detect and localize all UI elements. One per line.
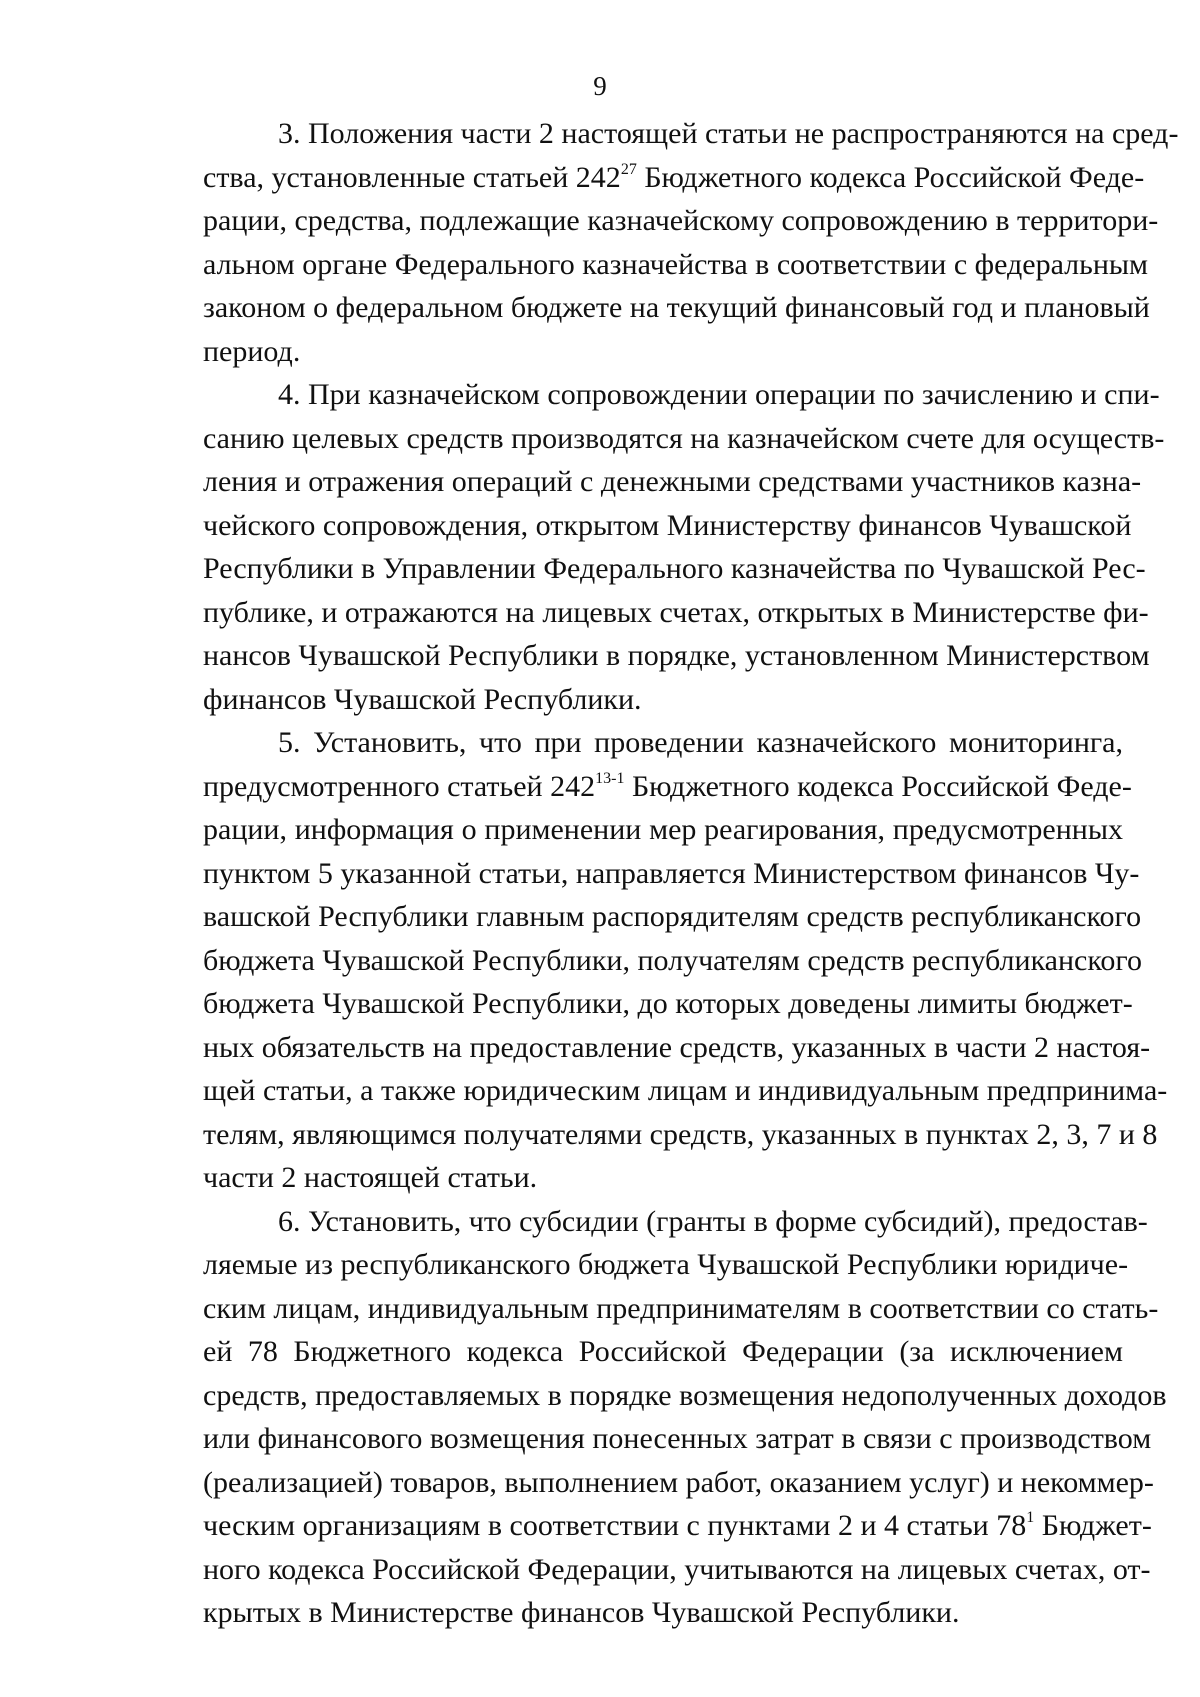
paragraph-4-line-7: нансов Чувашской Республики в порядке, установленном Министерством — [203, 639, 1150, 672]
paragraph-3-line-3: рации, средства, подлежащие казначейскому сопровождению в территори- — [203, 204, 1159, 237]
line-text: предусмотренного статьей 242 — [203, 769, 596, 803]
paragraph-4-line-6: публике, и отражаются на лицевых счетах, открытых в Министерстве фи- — [203, 595, 1149, 629]
paragraph-5-line-9: щей статьи, а также юридическим лицам и индивидуальным предпринима- — [203, 1074, 1168, 1107]
line-text: Бюджетного кодекса Российской Феде- — [624, 769, 1132, 803]
paragraph-5-line-8: ных обязательств на предоставление средств, указанных в части 2 настоя- — [203, 1030, 1151, 1064]
paragraph-6-line-1: 6. Установить, что субсидии (гранты в форме субсидий), предостав- — [278, 1204, 1148, 1238]
paragraph-3-line-6: период. — [203, 334, 301, 368]
paragraph-5-line-10: телям, являющимся получателями средств, указанных в пунктах 2, 3, 7 и 8 — [203, 1117, 1158, 1151]
paragraph-6-line-10: крытых в Министерстве финансов Чувашской Республики. — [203, 1596, 960, 1629]
line-text: ческим организациям в соответствии с пунктами 2 и 4 статьи 78 — [203, 1509, 1027, 1542]
paragraph-3-line-2 — [203, 156, 1145, 200]
paragraph-5-line-7: бюджета Чувашской Республики, до которых доведены лимиты бюджет- — [203, 987, 1133, 1020]
paragraph-4-line-1: 4. При казначейском сопровождении операции по зачислению и спи- — [278, 378, 1160, 411]
paragraph-3-line-5: законом о федеральном бюджете на текущий финансовый год и плановый — [203, 291, 1150, 324]
paragraph-6-line-7: (реализацией) товаров, выполнением работ, оказанием услуг) и некоммер- — [203, 1465, 1154, 1499]
paragraph-5-line-6: бюджета Чувашской Республики, получателям средств республиканского — [203, 943, 1142, 977]
line-text: ства, установленные статьей 242 — [203, 160, 621, 194]
paragraph-4-line-4: чейского сопровождения, открытом Министерству финансов Чувашской — [203, 508, 1132, 542]
paragraph-5-line-3: рации, информация о применении мер реагирования, предусмотренных — [203, 813, 1123, 846]
paragraph-5-line-5: вашской Республики главным распорядителям средств республиканского — [203, 900, 1142, 933]
superscript: 13-1 — [595, 769, 625, 787]
paragraph-5-line-1: 5. Установить, что при проведении казначейского мониторинга, — [278, 726, 1123, 759]
paragraph-6-line-6: или финансового возмещения понесенных затрат в связи с производством — [203, 1422, 1152, 1455]
paragraph-6-line-4: ей 78 Бюджетного кодекса Российской Федерации (за исключением — [203, 1335, 1123, 1368]
paragraph-5-line-2 — [203, 765, 1132, 809]
paragraph-4-line-2: санию целевых средств производятся на казначейском счете для осуществ- — [203, 421, 1165, 455]
superscript: 27 — [620, 160, 637, 178]
page-number: 9 — [593, 71, 607, 101]
line-text: Бюджетного кодекса Российской Феде- — [636, 160, 1145, 194]
paragraph-4-line-5: Республики в Управлении Федерального казначейства по Чувашской Рес- — [203, 552, 1146, 585]
paragraph-5-line-11: части 2 настоящей статьи. — [203, 1161, 538, 1194]
paragraph-3-line-1: 3. Положения части 2 настоящей статьи не распространяются на сред- — [278, 117, 1179, 150]
paragraph-3-line-4: альном органе Федерального казначейства в соответствии с федеральным — [203, 247, 1149, 281]
paragraph-6-line-2: ляемые из республиканского бюджета Чувашской Республики юридиче- — [203, 1248, 1129, 1281]
paragraph-6-line-8 — [203, 1504, 1152, 1548]
paragraph-6-line-9: ного кодекса Российской Федерации, учитываются на лицевых счетах, от- — [203, 1552, 1151, 1586]
paragraph-4-line-3: ления и отражения операций с денежными средствами участников казна- — [203, 465, 1142, 498]
paragraph-6-line-5: средств, предоставляемых в порядке возмещения недополученных доходов — [203, 1378, 1167, 1412]
paragraph-4-line-8: финансов Чувашской Республики. — [203, 682, 642, 716]
paragraph-6-line-3: ским лицам, индивидуальным предпринимателям в соответствии со стать- — [203, 1291, 1159, 1325]
superscript: 1 — [1026, 1509, 1035, 1526]
paragraph-5-line-4: пунктом 5 указанной статьи, направляется Министерством финансов Чу- — [203, 856, 1140, 890]
line-text: Бюджет- — [1034, 1509, 1152, 1542]
